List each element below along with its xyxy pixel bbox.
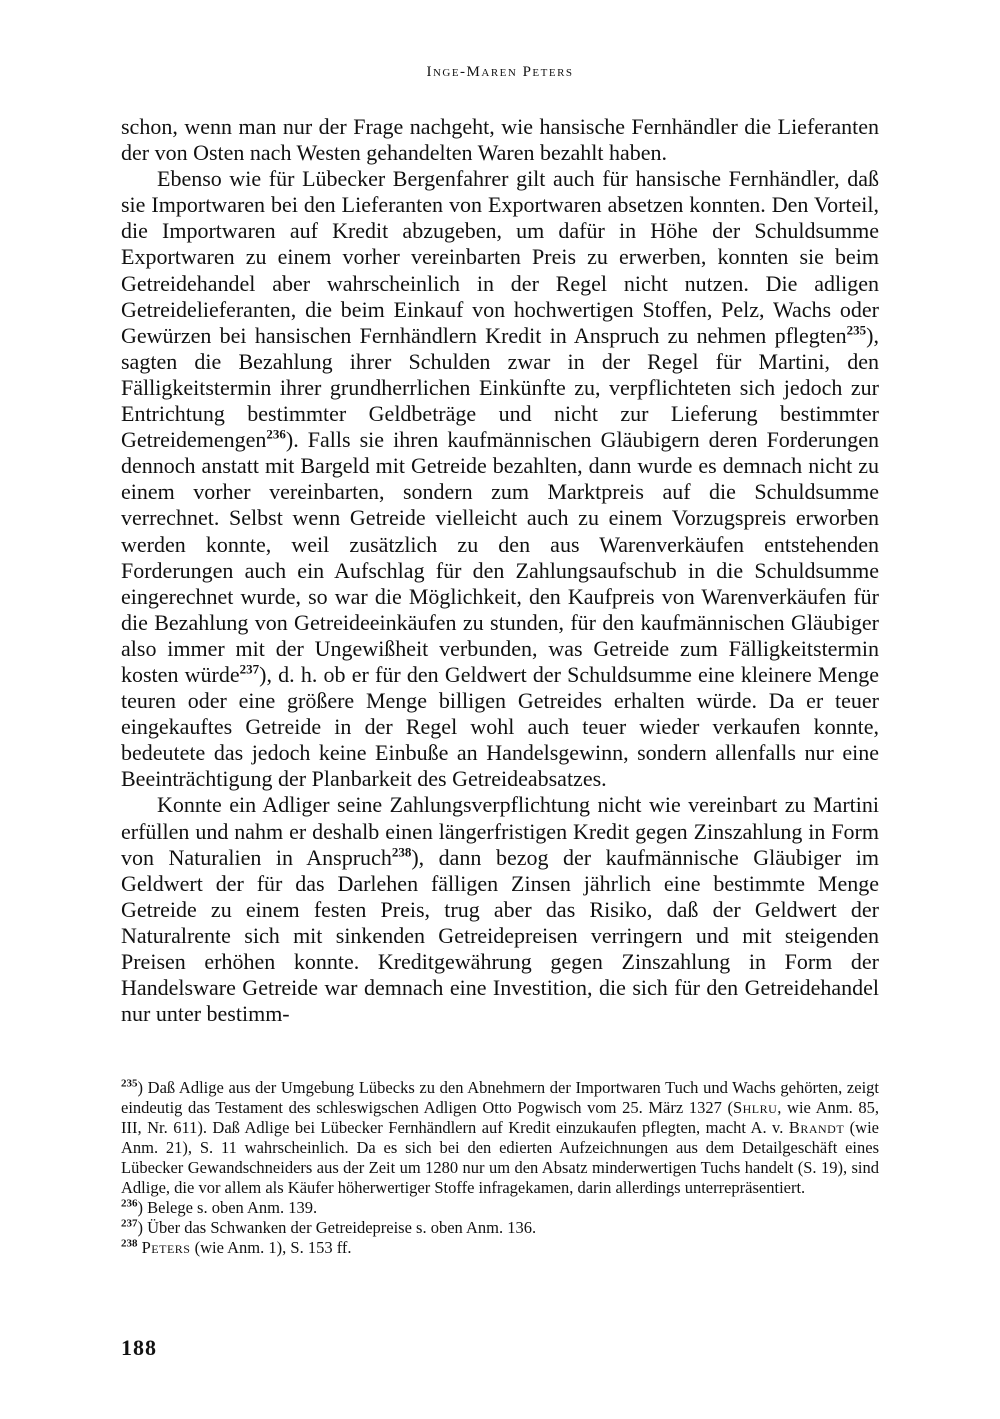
footnotes	[121, 1078, 879, 1258]
paragraph-3-text-a: Konnte ein Adliger seine Zahlungsverpflichtung nicht wie vereinbart zu Martini erfüllen und nahm er deshalb einen längerfristigen Kredit gegen Zinszahlung in Form von Naturalien in Anspruch	[121, 792, 879, 870]
footnote-author: Peters	[141, 1238, 191, 1257]
footnote-238	[121, 1238, 879, 1258]
main-text	[121, 114, 879, 1027]
footnote-abbrev: Shlru	[732, 1098, 778, 1117]
footnote-ref-237[interactable]: 237	[239, 661, 260, 677]
footnote-mark: 235	[121, 1077, 138, 1090]
footnote-text: ) Daß Adlige aus der Umgebung Lübecks zu den Abnehmern der Importwaren Tuch und Wachs gehörten, zeigt eindeutig das Testament des schleswigschen Adligen Otto Pogwisch vom 25. März 1327 (	[121, 1078, 879, 1117]
footnote-ref-235[interactable]: 235	[846, 322, 867, 338]
footnote-237	[121, 1218, 879, 1238]
paragraph-2-text-b: ), sagten die Bezahlung ihrer Schulden zwar in der Regel für Martini, den Fälligkeitstermin ihrer grundherrlichen Einkünfte zu, verpflichteten sich jedoch zur Entrichtung bestimmter Geldbeträge und nicht zur Lieferung bestimmter Getreidemengen	[121, 322, 879, 453]
paragraph-2	[121, 166, 879, 792]
paragraph-1	[121, 114, 879, 166]
footnote-text: (wie Anm. 21), S. 11 wahrscheinlich. Da es sich bei den edierten Aufzeichnungen aus dem Detailgeschäft eines Lübecker Gewandschneiders aus der Zeit um 1280 nur um den Absatz minderwertigen Tuchs handelt (S. 19), sind Adlige, die vor allem als Käufer höherwertiger Stoffe infragekamen, darin allerdings unterrepräsentiert.	[121, 1118, 879, 1197]
footnote-mark: 236	[121, 1197, 138, 1210]
footnote-mark: 238	[121, 1237, 138, 1250]
paragraph-3-text-b: ), dann bezog der kaufmännische Gläubiger im Geldwert der für das Darlehen fälligen Zinsen jährlich eine bestimmte Menge Getreide zu einem festen Preis, trug aber das Risiko, daß der Geldwert der Naturalrente sich mit sinkenden Getreidepreisen verringern und mit steigenden Preisen erhöhen konnte. Kreditgewährung gegen Zinszahlung in Form der Handelsware Getreide war demnach eine Investition, die sich für den Getreidehandel nur unter bestimm-	[121, 844, 879, 1027]
paragraph-3	[121, 792, 879, 1027]
running-head: Inge-Maren Peters	[426, 64, 574, 80]
footnote-236	[121, 1198, 879, 1218]
footnote-text: , wie Anm. 85, III, Nr. 611). Daß Adlige bei Lübecker Fernhändlern auf Kredit einzukaufen pflegten, macht A. v.	[121, 1098, 879, 1137]
paragraph-2-text-a: Ebenso wie für Lübecker Bergenfahrer gilt auch für hansische Fernhändler, daß sie Importwaren bei den Lieferanten von Exportwaren absetzen konnten. Den Vorteil, die Importwaren auf Kredit abzugeben, um dafür in Höhe der Schuldsumme Exportwaren zu einem vorher vereinbarten Preis zu erwerben, konnten sie beim Getreidehandel aber wahrscheinlich in der Regel nicht nutzen. Die adligen Getreidelieferanten, die beim Einkauf von hochwertigen Stoffen, Pelz, Wachs oder Gewürzen bei hansischen Fernhändlern Kredit in Anspruch zu nehmen pflegten	[121, 166, 879, 348]
footnote-mark: 237	[121, 1217, 138, 1230]
paragraph-1-text: schon, wenn man nur der Frage nachgeht, wie hansische Fernhändler die Lieferanten der von Osten nach Westen gehandelten Waren bezahlt haben.	[121, 114, 879, 166]
paragraph-2-text-d: ), d. h. ob er für den Geldwert der Schuldsumme eine kleinere Menge teuren oder eine größere Menge billigen Getreides erhalten würde. Da er teuer eingekauftes Getreide in der Regel wohl auch teuer wieder verkaufen konnte, bedeutete das jedoch keine Einbuße an Handelsgewinn, sondern allenfalls nur eine Beeinträchtigung der Planbarkeit des Getreideabsatzes.	[121, 661, 879, 792]
footnote-text: (wie Anm. 1), S. 153 ff.	[190, 1238, 352, 1257]
footnote-235	[121, 1078, 879, 1198]
footnote-author: Brandt	[788, 1118, 845, 1137]
footnote-ref-238[interactable]: 238	[391, 844, 412, 860]
footnote-ref-236[interactable]: 236	[266, 426, 286, 442]
paragraph-2-text-c: ). Falls sie ihren kaufmännischen Gläubigern deren Forderungen dennoch anstatt mit Bargeld mit Getreide bezahlten, dann wurde es demnach nicht zu einem vorher vereinbarten, sondern zum Marktpreis auf die Schuldsumme verrechnet. Selbst wenn Getreide vielleicht auch zu einem Vorzugspreis erworben werden konnte, weil zusätzlich zu den aus Warenverkäufen entstehenden Forderungen auch ein Aufschlag für den Zahlungsaufschub in die Schuldsumme eingerechnet wurde, so war die Möglichkeit, den Kaufpreis von Warenverkäufen für die Bezahlung von Getreideeinkäufen zu stunden, für den kaufmännischen Gläubiger also immer mit der Ungewißheit verbunden, was Getreide zum Fälligkeitstermin kosten würde	[121, 427, 879, 687]
page-number: 188	[121, 1335, 157, 1360]
footnote-text: ) Über das Schwanken der Getreidepreise s. oben Anm. 136.	[137, 1218, 537, 1237]
footnote-text: ) Belege s. oben Anm. 139.	[137, 1198, 318, 1217]
